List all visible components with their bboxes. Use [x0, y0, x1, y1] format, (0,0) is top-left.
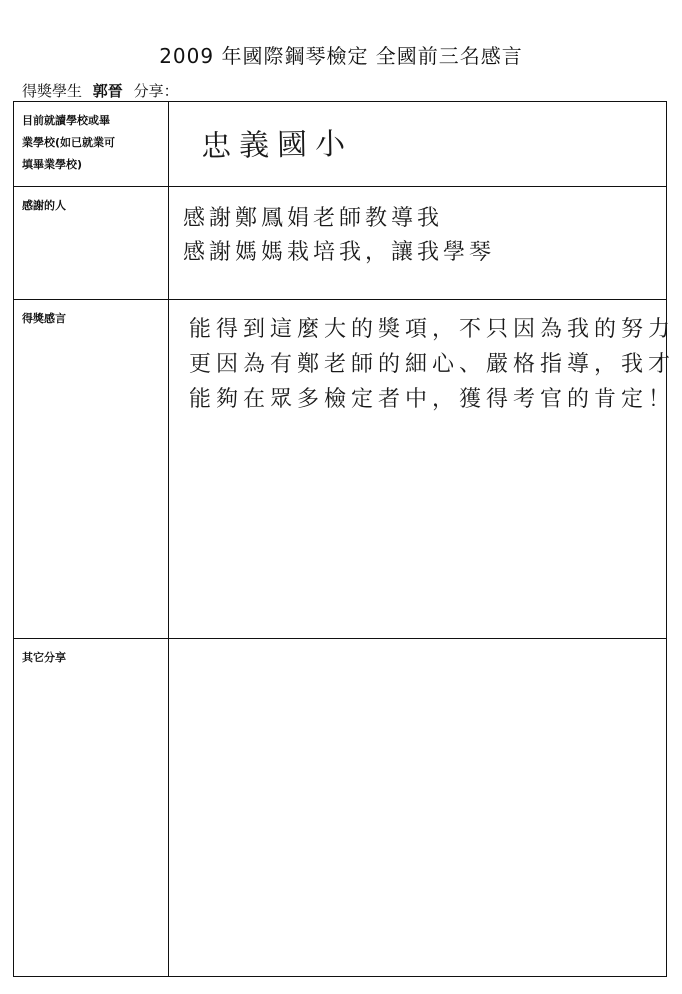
handwritten-text: 感謝媽媽栽培我，讓我學琴	[183, 240, 496, 265]
handwritten-text: 忠義國小	[200, 126, 354, 165]
handwritten-text: 更因為有鄭老師的細心、嚴格指導，我才	[189, 352, 676, 377]
form-table	[13, 101, 676, 977]
label-line: 感謝的人	[22, 199, 66, 212]
handwritten-text: 能得到這麼大的獎項，不只因為我的努力	[189, 317, 676, 342]
handwritten-text: 感謝鄭鳳娟老師教導我	[183, 206, 444, 231]
value-thanks[interactable]	[169, 187, 666, 299]
label-school	[14, 102, 169, 186]
label-line: 得獎感言	[22, 312, 66, 325]
value-speech[interactable]	[169, 300, 676, 638]
label-thanks	[14, 187, 169, 299]
label-line: 目前就讀學校或畢	[22, 114, 110, 127]
label-line: 其它分享	[22, 651, 66, 664]
label-speech	[14, 300, 169, 638]
label-line: 填畢業學校)	[22, 158, 83, 171]
value-school[interactable]	[169, 102, 666, 186]
form-row-other	[14, 639, 666, 976]
page-title: 2009 年國際鋼琴檢定 全國前三名感言	[159, 44, 523, 68]
share-label: 分享：	[133, 82, 179, 100]
form-row-speech	[14, 300, 676, 639]
student-line	[22, 80, 179, 101]
handwritten-text: 能夠在眾多檢定者中，獲得考官的肯定！	[189, 387, 676, 412]
student-name: 郭晉	[92, 82, 123, 100]
label-line: 業學校(如已就業可	[22, 136, 116, 149]
student-label: 得獎學生	[22, 82, 83, 100]
form-row-thanks	[14, 187, 666, 300]
value-other[interactable]	[169, 639, 666, 976]
form-row-school	[14, 102, 666, 187]
label-other	[14, 639, 169, 976]
